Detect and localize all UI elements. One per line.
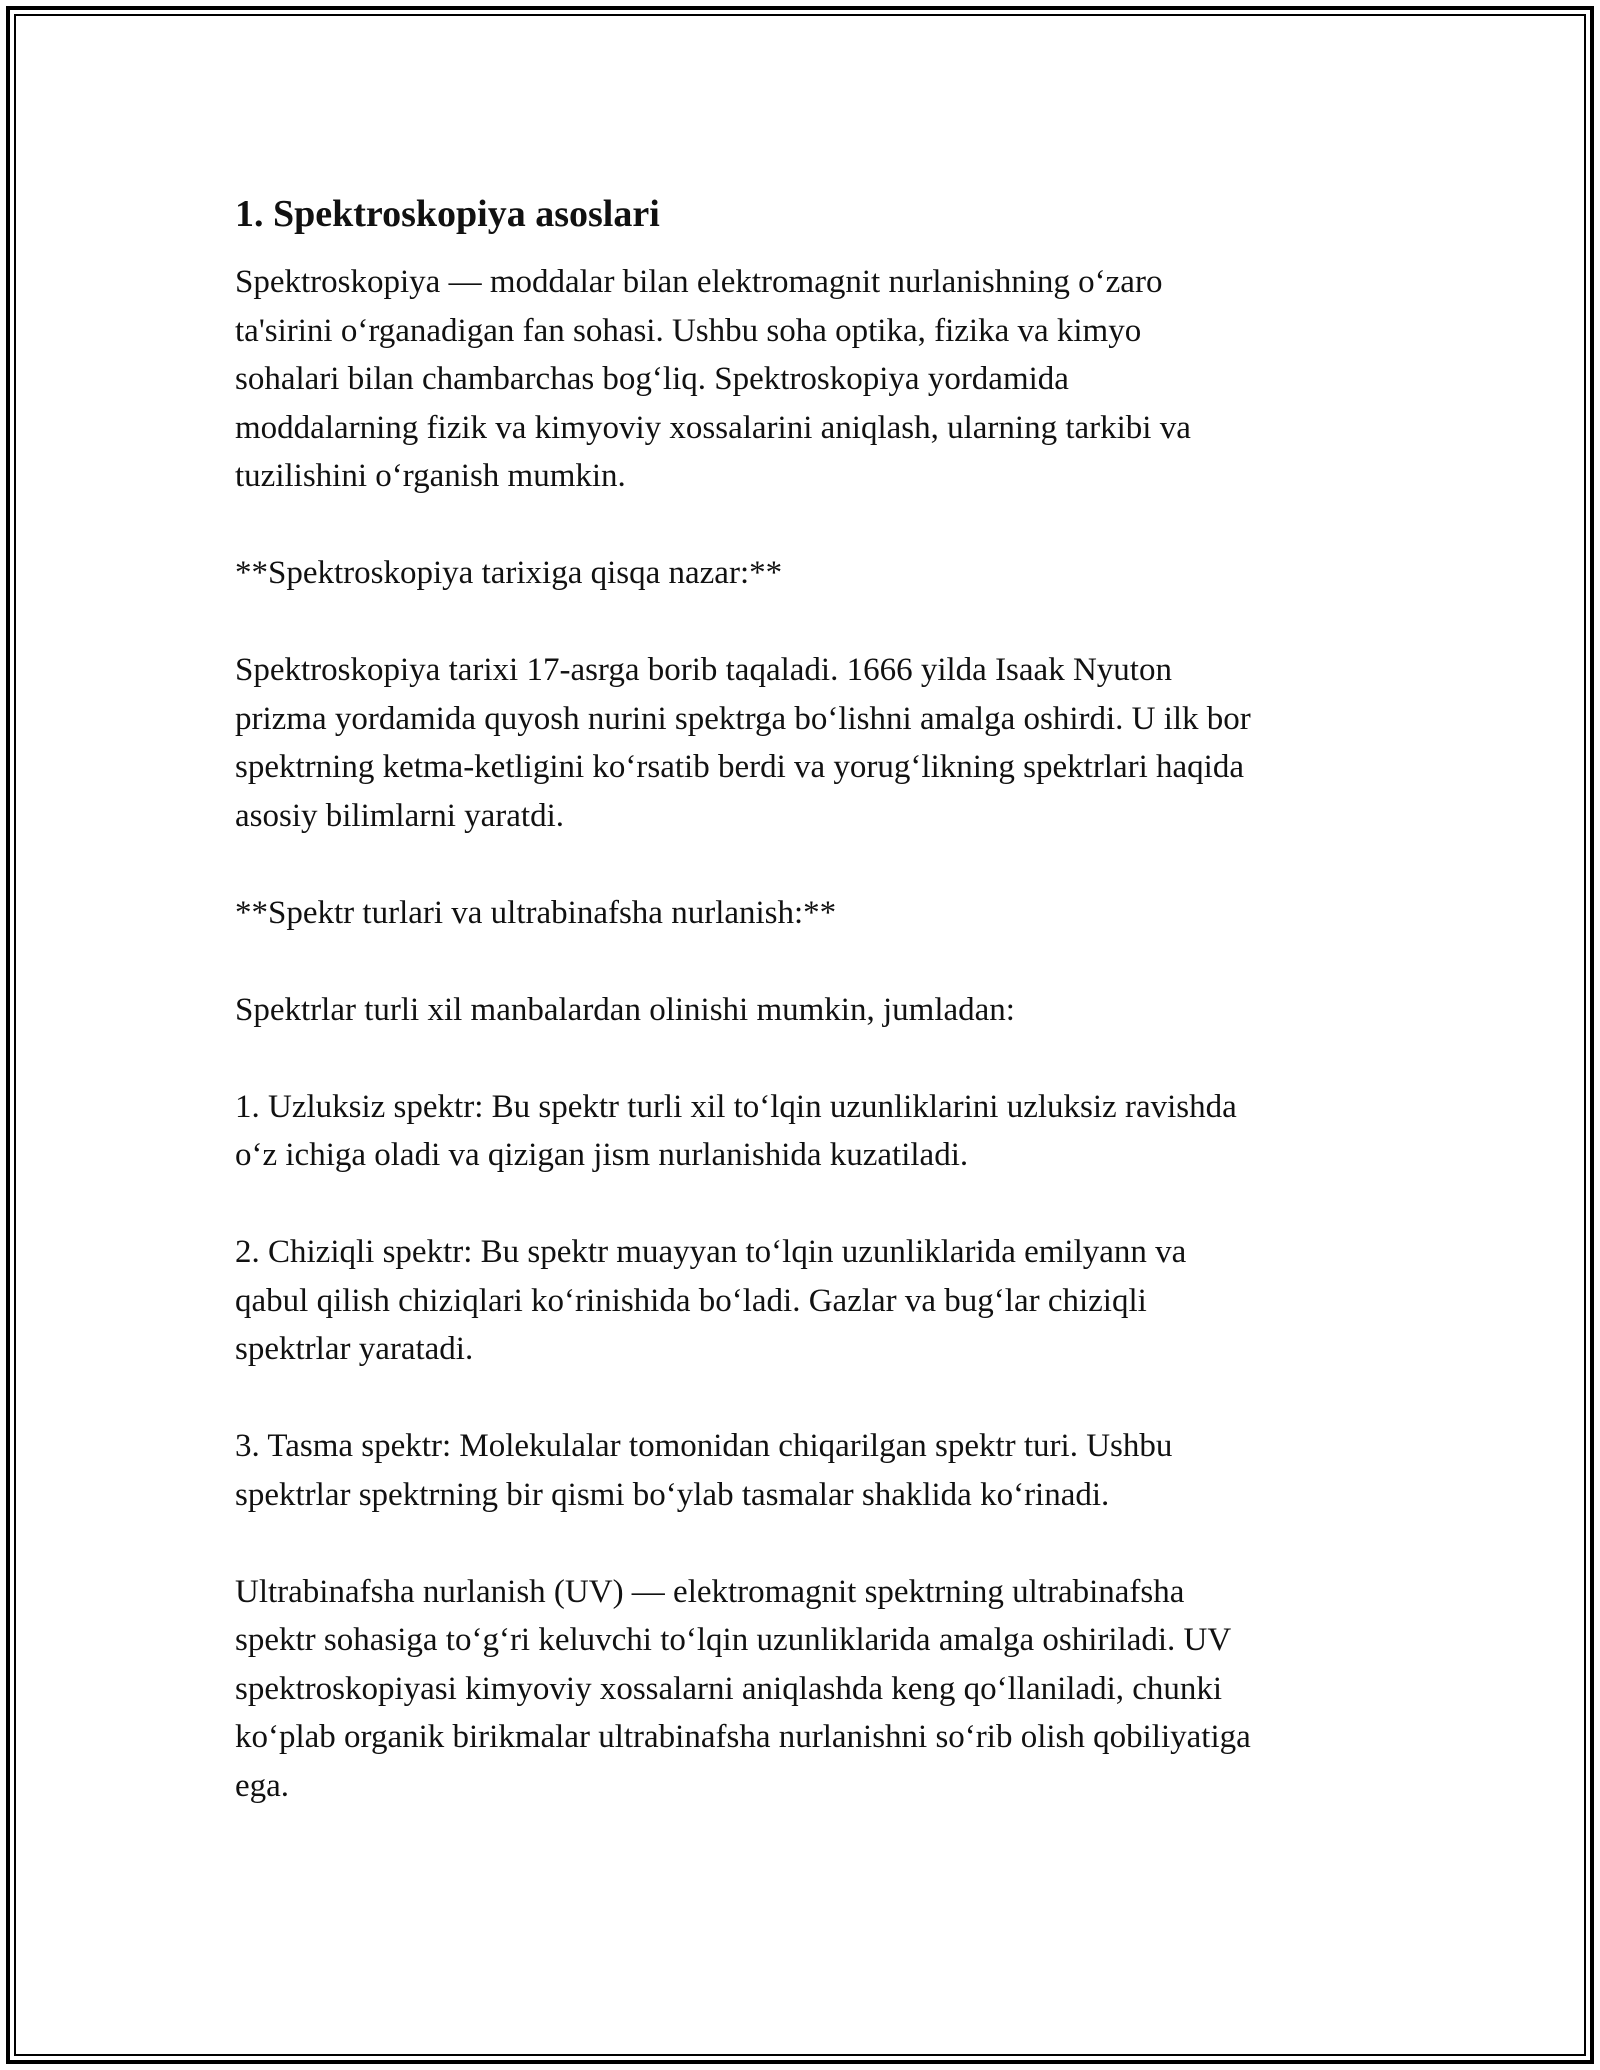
list-item-line-spectrum: 2. Chiziqli spektr: Bu spektr muayyan to‘lqin uzunliklarida emilyann va qabul qilish chiziqlari ko‘rinishida bo‘ladi. Gazlar va bug‘lar chiziqli spektrlar yaratadi.	[235, 1234, 1187, 1367]
history-subheading: **Spektroskopiya tarixiga qisqa nazar:**	[235, 555, 783, 591]
history-paragraph: Spektroskopiya tarixi 17-asrga borib taqaladi. 1666 yilda Isaak Nyuton prizma yordamida quyosh nurini spektrga bo‘lishni amalga oshirdi. U ilk bor spektrning ketma-ketligini ko‘rsatib berdi va yorug‘likning spektrlari haqida asosiy bilimlarni yaratdi.	[235, 652, 1251, 834]
intro-paragraph: Spektroskopiya — moddalar bilan elektromagnit nurlanishning o‘zaro ta'sirini o‘rganadigan fan sohasi. Ushbu soha optika, fizika va kimyo sohalari bilan chambarchas bog‘liq. Spektroskopiya yordamida moddalarning fizik va kimyoviy xossalarini aniqlash, ularning tarkibi va tuzilishini o‘rganish mumkin.	[235, 264, 1191, 494]
list-item-continuous-spectrum: 1. Uzluksiz spektr: Bu spektr turli xil to‘lqin uzunliklarini uzluksiz ravishda o‘z ichiga oladi va qizigan jism nurlanishida kuzatiladi.	[235, 1088, 1237, 1173]
list-item-band-spectrum: 3. Tasma spektr: Molekulalar tomonidan chiqarilgan spektr turi. Ushbu spektrlar spektrning bir qismi bo‘ylab tasmalar shaklida ko‘rinadi.	[235, 1428, 1173, 1513]
spectrum-sources-paragraph: Spektrlar turli xil manbalardan olinishi mumkin, jumladan:	[235, 991, 1015, 1028]
section-heading: 1. Spektroskopiya asoslari	[235, 193, 660, 235]
document-body	[235, 186, 1385, 1859]
spectrum-types-subheading: **Spektr turlari va ultrabinafsha nurlanish:**	[235, 894, 837, 931]
uv-paragraph: Ultrabinafsha nurlanish (UV) — elektromagnit spektrning ultrabinafsha spektr sohasiga to‘g‘ri keluvchi to‘lqin uzunliklarida amalga oshiriladi. UV spektroskopiyasi kimyoviy xossalarni aniqlashda keng qo‘llaniladi, chunki ko‘plab organik birikmalar ultrabinafsha nurlanishni so‘rib olish qobiliyatiga ega.	[235, 1573, 1251, 1804]
